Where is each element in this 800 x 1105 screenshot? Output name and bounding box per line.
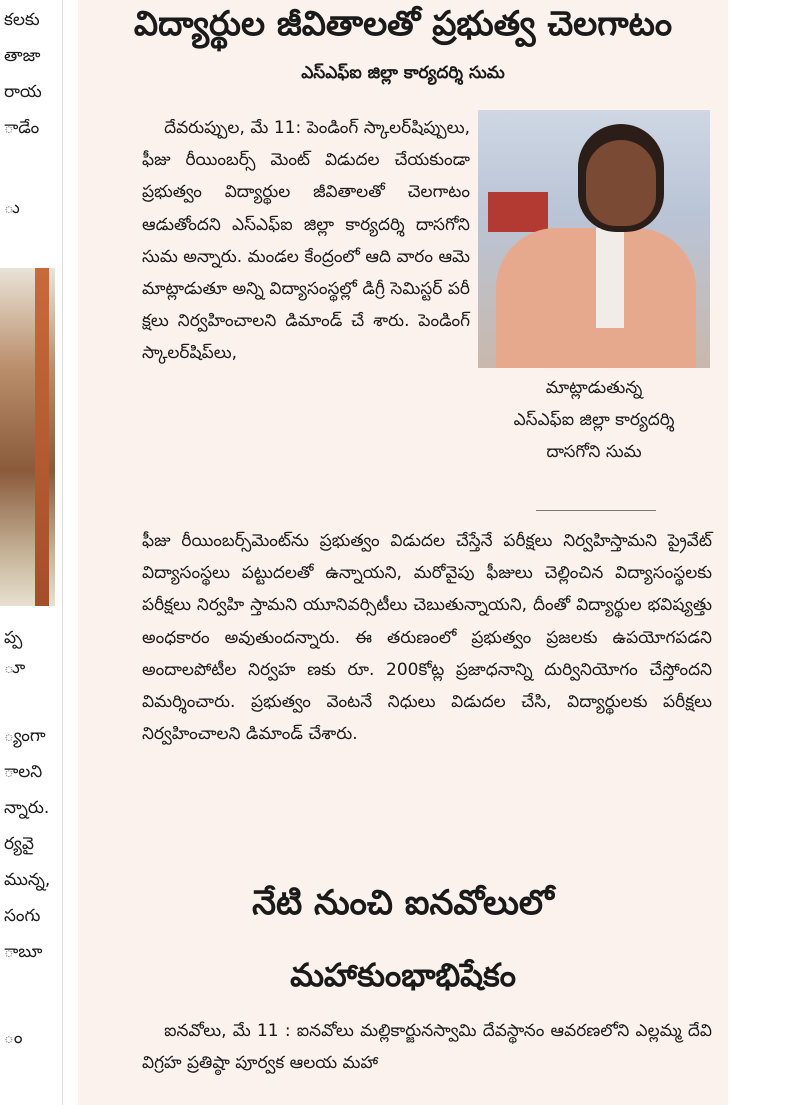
adjacent-text-fragment: ప్ప — [4, 628, 23, 648]
article-body-full: ఫీజు రీయింబర్స్‌మెంట్‌ను ప్రభుత్వం విడుదల చేస్తేనే పరీక్షలు నిర్వహిస్తామని ప్రైవేట్ విద్యాసంస్థలు పట్టుదలతో ఉన్నాయని, మరోవైపు ఫీజులు చెల్లించిన విద్యాసంస్థలకు పరీక్షలు నిర్వహి స్తామని యూనివర్సిటీలు చెబుతున్నాయని, దీంతో విద్యార్థుల భవిష్యత్తు అంధకారం అవుతుందన్నారు. ఈ తరుణంలో ప్రభుత్వం ప్రజలకు ఉపయోగపడని అందాలపోటీల నిర్వహ ణకు రూ. 200కోట్ల ప్రజాధనాన్ని దుర్వినియోగం చేస్తోందని విమర్శించారు. ప్రభుత్వం వెంటనే నిధులు విడుదల చేసి, విద్యార్థులకు పరీక్షలు నిర్వహించాలని డిమాండ్ చేశారు. — [142, 531, 712, 745]
article-paragraph: దేవరుప్పుల, మే 11: పెండింగ్ స్కాలర్‌షిప్పులు, ఫీజు రీయింబర్స్ మెంట్ విడుదల చేయకుండా ప్రభుత్వం విద్యార్థుల జీవితాలతో చెలగాటం ఆడుతోందని ఎస్ఎఫ్ఐ జిల్లా కార్యదర్శి దాసగోని సుమ అన్నారు. మండల కేంద్రంలో ఆది వారం ఆమె మాట్లాడుతూ అన్ని విద్యాసంస్థల్లో డిగ్రీ సెమిస్టర్ పరీ క్షలు నిర్వహించాలని డిమాండ్ చే శారు. పెండింగ్ స్కాలర్‌షిప్‌లు, — [142, 118, 470, 364]
page-margin — [728, 0, 800, 1105]
adjacent-text-fragment: ర్యవై — [4, 834, 34, 854]
article-subheadline: ఎస్ఎఫ్ఐ జిల్లా కార్యదర్శి సుమ — [301, 63, 505, 83]
article-panel — [78, 0, 728, 1105]
adjacent-text-fragment: ాబూ — [4, 942, 43, 962]
column-divider — [62, 0, 63, 1105]
caption-line: మాట్లాడుతున్న — [545, 378, 643, 398]
adjacent-article-photo — [0, 268, 55, 606]
adjacent-text-fragment: న్నారు. — [4, 798, 50, 818]
adjacent-text-fragment: ాలని — [4, 762, 43, 782]
second-headline-line2: మహాకుంభాభిషేకం — [290, 956, 516, 994]
second-headline-line1: నేటి నుంచి ఐనవోలులో — [252, 883, 554, 923]
second-article-body: ఐనవోలు, మే 11 : ఐనవోలు మల్లికార్జునస్వామి దేవస్థానం ఆవరణలోని ఎల్లమ్మ దేవి విగ్రహ ప్రతిష్ఠా పూర్వక ఆలయ మహా — [142, 1021, 712, 1074]
adjacent-text-fragment: తాజా — [4, 46, 41, 66]
adjacent-text-fragment: కలకు — [4, 10, 40, 30]
caption-line: దాసగోని సుమ — [546, 442, 642, 462]
caption-line: ఎస్ఎఫ్ఐ జిల్లా కార్యదర్శి — [513, 410, 675, 430]
article-body-column — [142, 112, 470, 370]
photo-caption — [478, 372, 710, 468]
adjacent-text-fragment: ం — [4, 1028, 23, 1048]
adjacent-text-fragment: ్యంగా — [4, 726, 46, 746]
caption-rule — [536, 510, 656, 511]
adjacent-text-fragment: ు — [4, 198, 20, 218]
adjacent-text-fragment: సంగు — [4, 906, 41, 926]
adjacent-text-fragment: ాడేం — [4, 118, 40, 138]
adjacent-text-fragment: రాయ — [4, 82, 42, 102]
article-headline: విద్యార్థుల జీవితాలతో ప్రభుత్వ చెలగాటం — [133, 4, 673, 44]
adjacent-text-fragment: మున్న, — [4, 870, 51, 890]
adjacent-text-fragment: ూ — [4, 658, 26, 678]
speaker-photo — [478, 110, 710, 368]
